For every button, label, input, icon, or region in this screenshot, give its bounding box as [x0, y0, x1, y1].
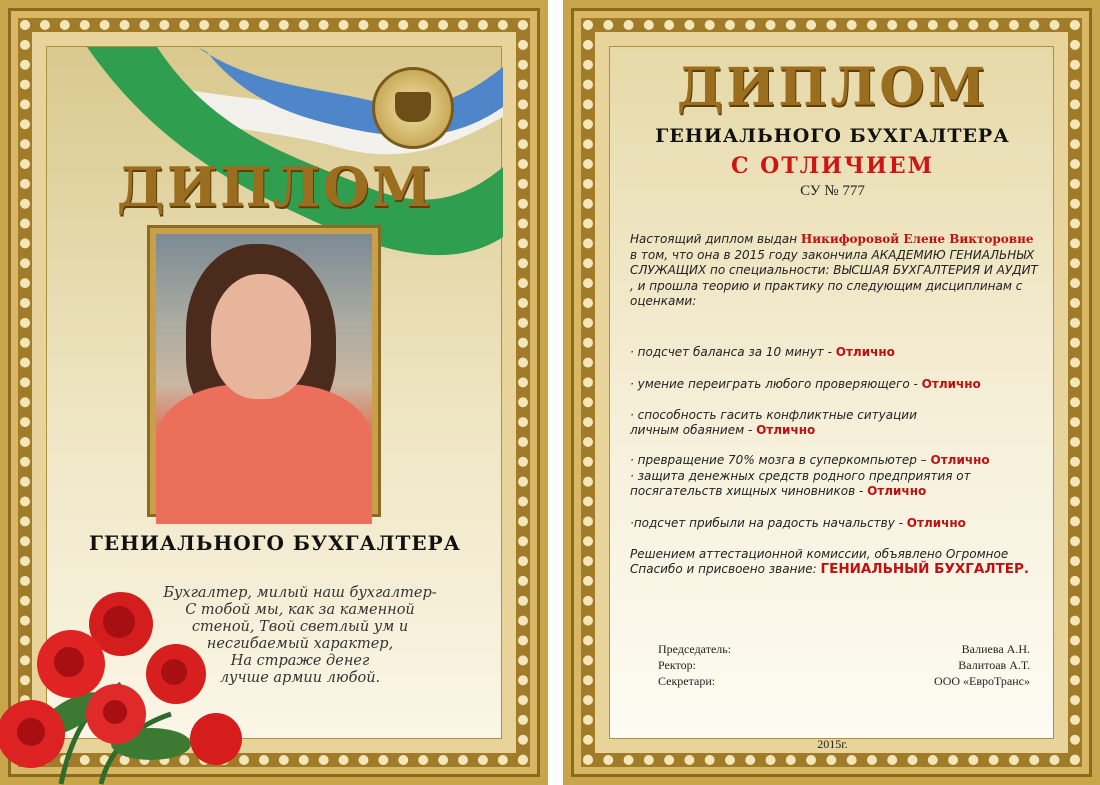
list-item: ·подсчет прибыли на радость начальству - Отлично — [630, 516, 966, 530]
intro-paragraph: Настоящий диплом выдан Никифоровой Елене Викторовне в том, что она в 2015 году закончила АКАДЕМИЮ ГЕНИАЛЬНЫХ СЛУЖАЩИХ по специальности: ВЫСШАЯ БУХГАЛТЕРИЯ И АУДИТ , и прошла теорию и практику по следующим дисциплинам с оценками: — [630, 232, 1038, 308]
diploma-subtitle: ГЕНИАЛЬНОГО БУХГАЛТЕРА — [89, 531, 461, 555]
list-item: · защита денежных средств родного предприятия от посягательств хищных чиновников - Отлично — [630, 469, 971, 498]
awarded-title: ГЕНИАЛЬНЫЙ БУХГАЛТЕР. — [820, 561, 1029, 577]
left-inner-panel — [46, 46, 502, 739]
signature-row: Секретари: ООО «ЕвроТранс» — [658, 674, 1030, 688]
decision-paragraph: Решением аттестационной комиссии, объявлено Огромное Спасибо и присвоено звание: ГЕНИАЛЬНЫЙ БУХГАЛТЕР. — [630, 547, 1029, 577]
poem-text: Бухгалтер, милый наш бухгалтер- С тобой мы, как за каменной стеной, Твой светлый ум и несгибаемый характер, На страже денег лучше армии любой. — [163, 585, 437, 686]
portrait-photo — [156, 234, 372, 508]
diploma-title: ДИПЛОМ — [676, 57, 989, 118]
signature-row: Председатель: Валиева А.Н. — [658, 642, 1030, 656]
bashkortostan-emblem-icon — [372, 67, 454, 149]
diploma-right-page — [563, 0, 1100, 785]
list-item: · умение переиграть любого проверяющего - Отлично — [630, 377, 981, 391]
list-item: · подсчет баланса за 10 минут - Отлично — [630, 345, 895, 359]
honors-label: С ОТЛИЧИЕМ — [731, 153, 934, 179]
issue-year: 2015г. — [817, 737, 848, 751]
diploma-title: ДИПЛОМ — [116, 155, 434, 219]
diploma-subtitle: ГЕНИАЛЬНОГО БУХГАЛТЕРА — [655, 125, 1010, 147]
list-item: · превращение 70% мозга в суперкомпьютер – Отлично — [630, 453, 990, 467]
diploma-number: СУ № 777 — [800, 183, 865, 199]
recipient-name: Никифоровой Елене Викторовне — [800, 232, 1034, 246]
red-roses-image — [1, 564, 241, 784]
signature-row: Ректор: Валитоав А.Т. — [658, 658, 1030, 672]
diploma-left-page — [0, 0, 548, 785]
portrait-frame — [147, 225, 381, 517]
right-inner-panel — [609, 46, 1054, 751]
list-item: · способность гасить конфликтные ситуации личным обаянием - Отлично — [630, 408, 917, 437]
